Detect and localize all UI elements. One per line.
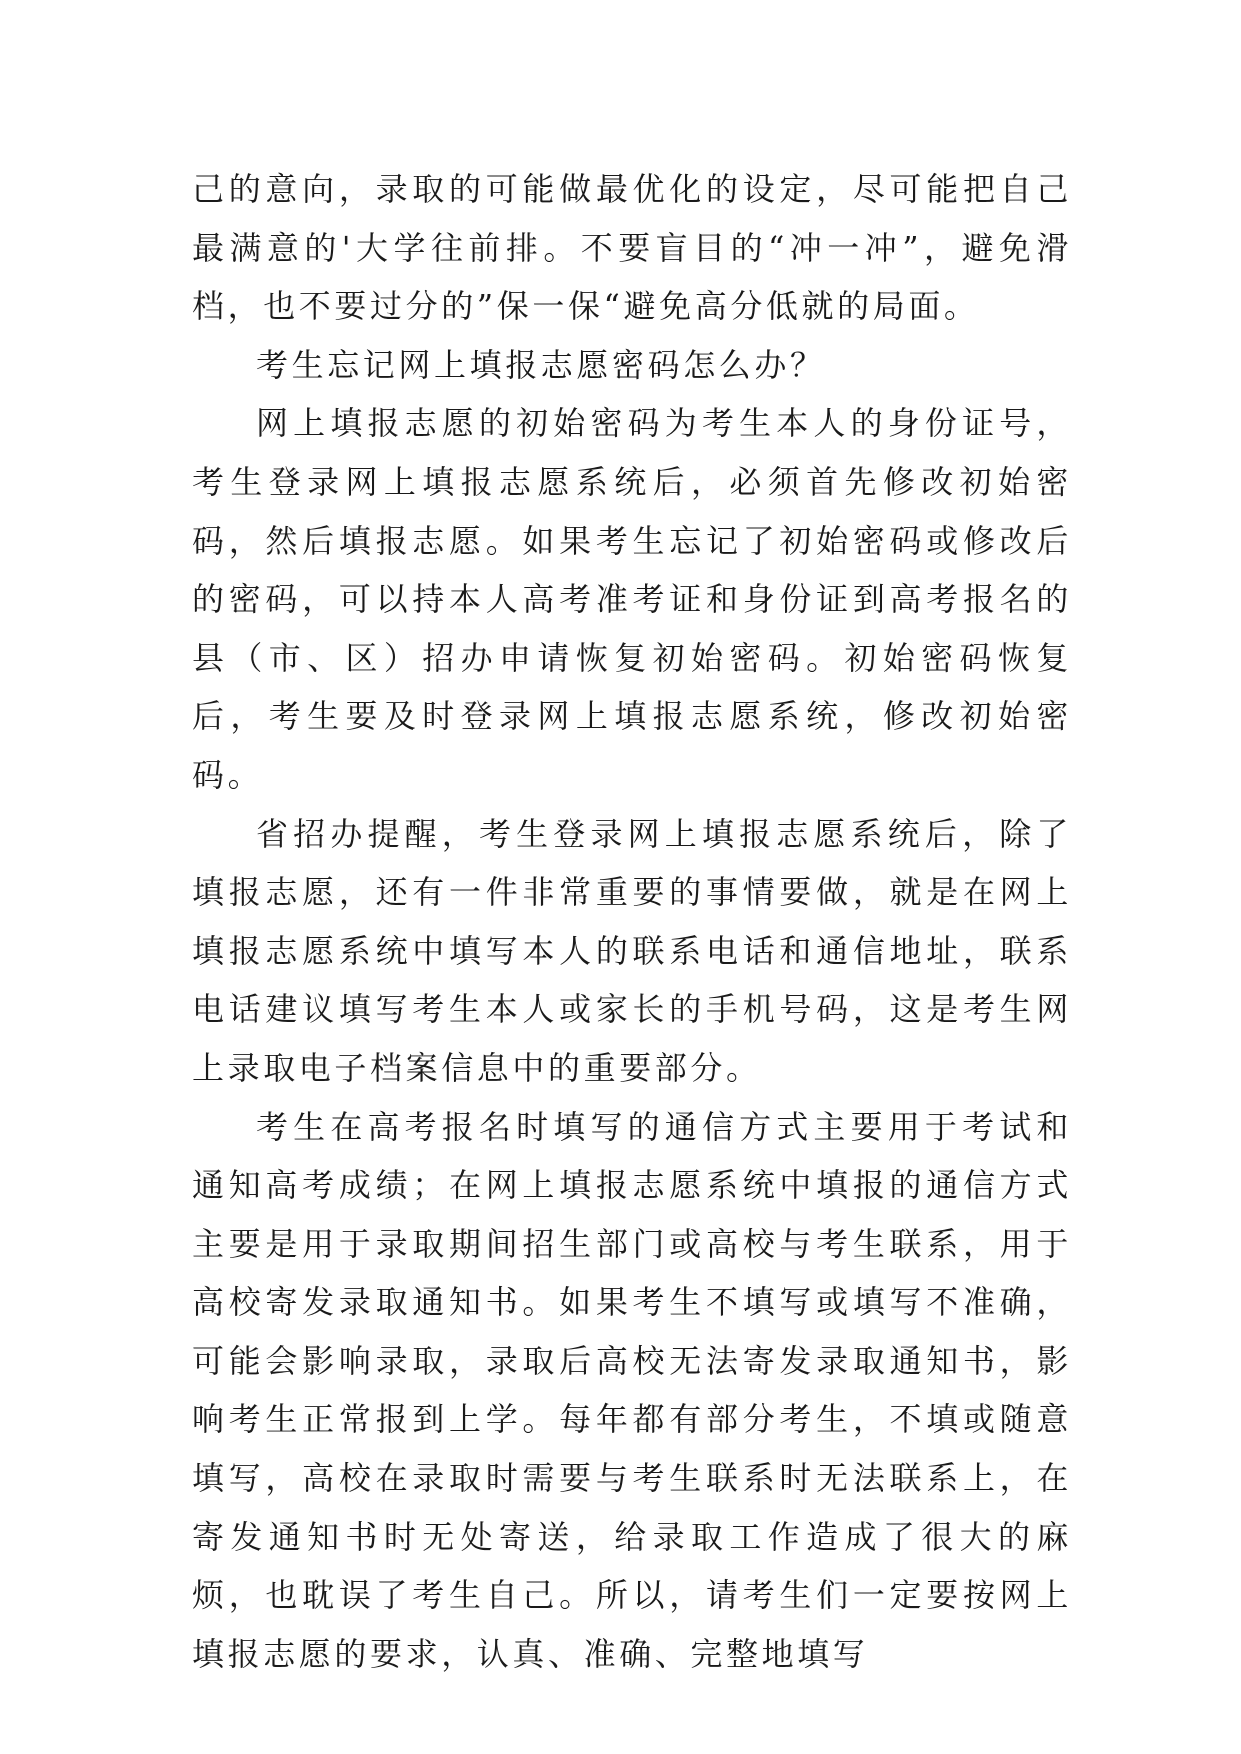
paragraph-initial-password: 网上填报志愿的初始密码为考生本人的身份证号，考生登录网上填报志愿系统后，必须首先修改初始密码，然后填报志愿。如果考生忘记了初始密码或修改后的密码，可以持本人高考准考证和身份证到高考报名的县（市、区）招办申请恢复初始密码。初始密码恢复后，考生要及时登录网上填报志愿系统，修改初始密码。 bbox=[192, 404, 1072, 794]
section-heading-forgot-password: 考生忘记网上填报志愿密码怎么办？ bbox=[256, 345, 826, 384]
document-body bbox=[192, 160, 1072, 1683]
paragraph-reminder: 省招办提醒，考生登录网上填报志愿系统后，除了填报志愿，还有一件非常重要的事情要做，就是在网上填报志愿系统中填写本人的联系电话和通信地址，联系电话建议填写考生本人或家长的手机号码，这是考生网上录取电子档案信息中的重要部分。 bbox=[192, 814, 1072, 1087]
paragraph-contact-info: 考生在高考报名时填写的通信方式主要用于考试和通知高考成绩；在网上填报志愿系统中填报的通信方式主要是用于录取期间招生部门或高校与考生联系，用于高校寄发录取通知书。如果考生不填写或填写不准确，可能会影响录取，录取后高校无法寄发录取通知书，影响考生正常报到上学。每年都有部分考生，不填或随意填写，高校在录取时需要与考生联系时无法联系上，在寄发通知书时无处寄送，给录取工作造成了很大的麻烦，也耽误了考生自己。所以，请考生们一定要按网上填报志愿的要求，认真、准确、完整地填写 bbox=[192, 1107, 1072, 1673]
paragraph-continuation: 己的意向，录取的可能做最优化的设定，尽可能把自己最满意的'大学往前排。不要盲目的“冲一冲”，避免滑档，也不要过分的”保一保“避免高分低就的局面。 bbox=[192, 170, 1072, 326]
